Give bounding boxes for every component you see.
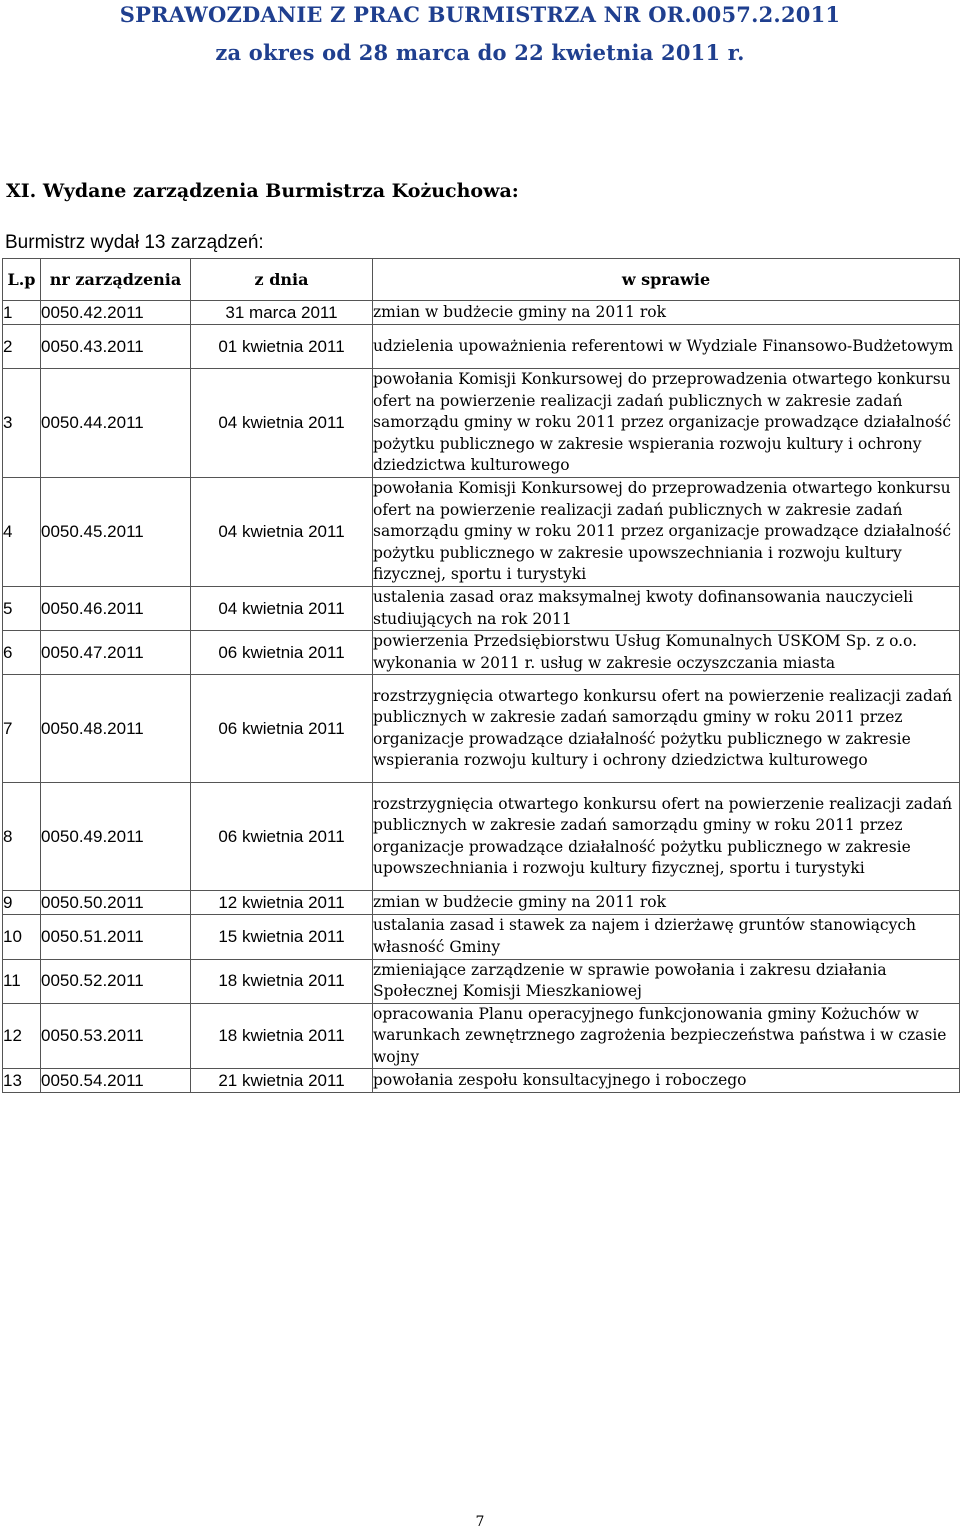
row-lp: 6	[3, 631, 41, 675]
row-nr: 0050.51.2011	[41, 915, 191, 959]
row-lp: 13	[3, 1069, 41, 1093]
row-lp: 1	[3, 301, 41, 325]
row-lp: 3	[3, 369, 41, 478]
table-row	[3, 783, 960, 891]
row-date: 06 kwietnia 2011	[191, 675, 373, 783]
row-subject: zmian w budżecie gminy na 2011 rok	[373, 301, 960, 325]
row-date: 04 kwietnia 2011	[191, 586, 373, 630]
row-nr: 0050.50.2011	[41, 891, 191, 915]
page-number: 7	[475, 1514, 485, 1530]
header-lp: L.p	[3, 259, 41, 301]
row-date: 18 kwietnia 2011	[191, 959, 373, 1003]
row-date: 31 marca 2011	[191, 301, 373, 325]
row-subject: rozstrzygnięcia otwartego konkursu ofert na powierzenie realizacji zadań publicznych w zakresie zadań samorządu gminy w roku 2011 przez organizacje prowadzące działalność pożytku publicznego w zakresie upowszechniania i rozwoju kultury fizycznej, sportu i turystyki	[373, 783, 960, 891]
row-nr: 0050.46.2011	[41, 586, 191, 630]
row-subject: powołania zespołu konsultacyjnego i roboczego	[373, 1069, 960, 1093]
table-row	[3, 1003, 960, 1069]
row-nr: 0050.43.2011	[41, 325, 191, 369]
row-date: 18 kwietnia 2011	[191, 1003, 373, 1069]
row-nr: 0050.48.2011	[41, 675, 191, 783]
row-lp: 7	[3, 675, 41, 783]
row-nr: 0050.53.2011	[41, 1003, 191, 1069]
table-row	[3, 586, 960, 630]
row-subject: opracowania Planu operacyjnego funkcjonowania gminy Kożuchów w warunkach zewnętrznego zagrożenia bezpieczeństwa państwa i w czasie wojny	[373, 1003, 960, 1069]
row-date: 01 kwietnia 2011	[191, 325, 373, 369]
table-row	[3, 369, 960, 478]
row-nr: 0050.52.2011	[41, 959, 191, 1003]
row-nr: 0050.49.2011	[41, 783, 191, 891]
regulations-table	[2, 258, 960, 1093]
section-intro: Burmistrz wydał 13 zarządzeń:	[5, 232, 264, 253]
section-title: XI. Wydane zarządzenia Burmistrza Kożuchowa:	[6, 180, 519, 202]
row-subject: udzielenia upoważnienia referentowi w Wydziale Finansowo-Budżetowym	[373, 325, 960, 369]
table-row	[3, 675, 960, 783]
row-subject: powołania Komisji Konkursowej do przeprowadzenia otwartego konkursu ofert na powierzenie realizacji zadań publicznych w zakresie zadań samorządu gminy w roku 2011 przez organizacje prowadzące działalność pożytku publicznego w zakresie upowszechniania i rozwoju kultury fizycznej, sportu i turystyki	[373, 477, 960, 586]
row-lp: 9	[3, 891, 41, 915]
row-subject: powierzenia Przedsiębiorstwu Usług Komunalnych USKOM Sp. z o.o. wykonania w 2011 r. usług w zakresie oczyszczania miasta	[373, 631, 960, 675]
table-header-row	[3, 259, 960, 301]
table-row	[3, 891, 960, 915]
table-row	[3, 325, 960, 369]
row-nr: 0050.42.2011	[41, 301, 191, 325]
row-lp: 8	[3, 783, 41, 891]
row-lp: 5	[3, 586, 41, 630]
row-nr: 0050.44.2011	[41, 369, 191, 478]
row-date: 06 kwietnia 2011	[191, 783, 373, 891]
row-lp: 10	[3, 915, 41, 959]
row-subject: zmieniające zarządzenie w sprawie powołania i zakresu działania Społecznej Komisji Mieszkaniowej	[373, 959, 960, 1003]
table-row	[3, 1069, 960, 1093]
row-lp: 2	[3, 325, 41, 369]
row-lp: 12	[3, 1003, 41, 1069]
row-date: 06 kwietnia 2011	[191, 631, 373, 675]
report-period: za okres od 28 marca do 22 kwietnia 2011 r.	[215, 40, 745, 65]
row-subject: powołania Komisji Konkursowej do przeprowadzenia otwartego konkursu ofert na powierzenie realizacji zadań publicznych w zakresie zadań samorządu gminy w roku 2011 przez organizacje prowadzące działalność pożytku publicznego w zakresie wspierania rozwoju kultury i ochrony dziedzictwa kulturowego	[373, 369, 960, 478]
header-date: z dnia	[191, 259, 373, 301]
row-date: 12 kwietnia 2011	[191, 891, 373, 915]
table-row	[3, 301, 960, 325]
row-date: 04 kwietnia 2011	[191, 369, 373, 478]
row-subject: ustalenia zasad oraz maksymalnej kwoty dofinansowania nauczycieli studiujących na rok 2011	[373, 586, 960, 630]
header-nr: nr zarządzenia	[41, 259, 191, 301]
table-row	[3, 915, 960, 959]
row-date: 04 kwietnia 2011	[191, 477, 373, 586]
row-lp: 11	[3, 959, 41, 1003]
row-subject: rozstrzygnięcia otwartego konkursu ofert na powierzenie realizacji zadań publicznych w zakresie zadań samorządu gminy w roku 2011 przez organizacje prowadzące działalność pożytku publicznego w zakresie wspierania rozwoju kultury i ochrony dziedzictwa kulturowego	[373, 675, 960, 783]
row-nr: 0050.54.2011	[41, 1069, 191, 1093]
row-date: 15 kwietnia 2011	[191, 915, 373, 959]
table-row	[3, 959, 960, 1003]
row-subject: ustalania zasad i stawek za najem i dzierżawę gruntów stanowiących własność Gminy	[373, 915, 960, 959]
table-row	[3, 477, 960, 586]
row-nr: 0050.45.2011	[41, 477, 191, 586]
table-row	[3, 631, 960, 675]
row-nr: 0050.47.2011	[41, 631, 191, 675]
header-subject: w sprawie	[373, 259, 960, 301]
report-title: SPRAWOZDANIE Z PRAC BURMISTRZA NR OR.0057.2.2011	[119, 2, 841, 27]
row-subject: zmian w budżecie gminy na 2011 rok	[373, 891, 960, 915]
row-lp: 4	[3, 477, 41, 586]
row-date: 21 kwietnia 2011	[191, 1069, 373, 1093]
